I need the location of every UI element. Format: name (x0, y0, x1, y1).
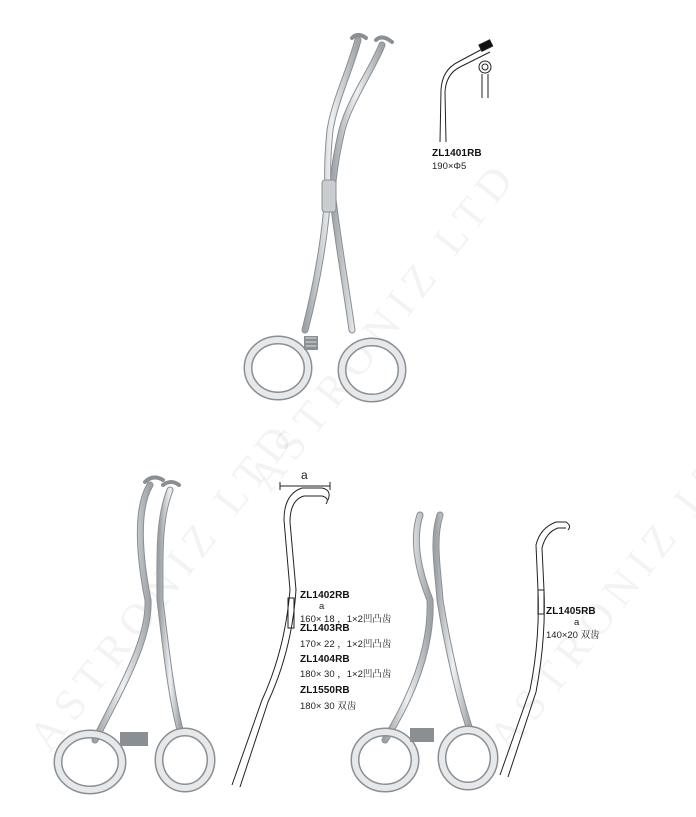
product-spec-zl1405: 140×20 双齿 (546, 630, 600, 641)
forceps-zl1401-image (248, 35, 402, 398)
product-spec-zl1550: 180× 30 双齿 (300, 701, 357, 712)
forceps-zl1402-line-drawing (232, 482, 330, 787)
forceps-zl1405-line-drawing (500, 522, 570, 777)
dimension-label-a: a (301, 468, 308, 482)
dimension-label-a-small: a (319, 601, 325, 612)
forceps-zl1405-image (355, 515, 494, 788)
product-code-zl1550: ZL1550RB (300, 685, 350, 696)
product-spec-zl1402: 160× 18 ，1×2凹凸齿 (300, 614, 392, 625)
product-code-zl1402: ZL1402RB (300, 590, 350, 601)
product-spec-zl1401: 190×Φ5 (432, 161, 467, 172)
product-code-zl1403: ZL1403RB (300, 623, 350, 634)
product-spec-zl1404: 180× 30 ，1×2凹凸齿 (300, 669, 392, 680)
product-code-zl1405: ZL1405RB (546, 606, 596, 617)
product-code-zl1401: ZL1401RB (432, 148, 482, 159)
forceps-zl1402-image (58, 477, 211, 790)
product-code-zl1404: ZL1404RB (300, 654, 350, 665)
forceps-zl1401-line-drawing (440, 40, 493, 142)
product-spec-zl1403: 170× 22 ，1×2凹凸齿 (300, 639, 392, 650)
dimension-label-a-small: a (574, 617, 580, 628)
